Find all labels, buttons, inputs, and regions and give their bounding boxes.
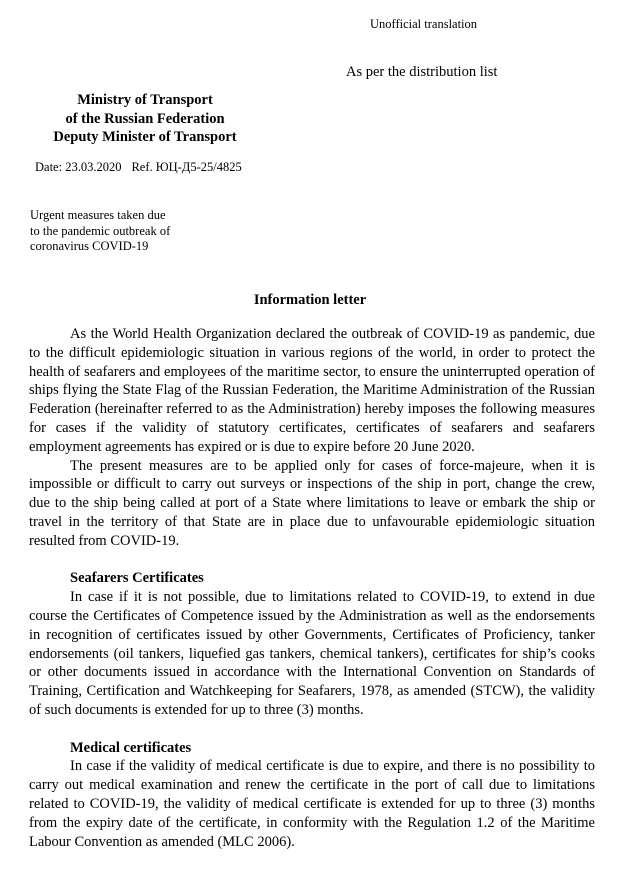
letter-title: Information letter: [253, 292, 367, 308]
sender-ministry: Ministry of Transport: [77, 92, 213, 108]
sender-block: [30, 91, 260, 147]
subject-block: [30, 208, 170, 255]
subject-line-1: Urgent measures taken due: [30, 208, 166, 222]
subject-line-3: coronavirus COVID-19: [30, 239, 149, 253]
sender-country: of the Russian Federation: [65, 110, 225, 127]
section-text-seafarers-certificates: In case if it is not possible, due to limitations related to COVID-19, to extend in due course the Certificates of Competence issued by the Administration as well as the endorsements in recognition of certificates issued by other Governments, Certificates of Proficiency, tanker endorsements (oil tankers, liquefied gas tankers, chemical tankers), certificates for ship’s cooks or other documents issued in accordance with the International Convention on Standards of Training, Certification and Watchkeeping for Seafarers, 1978, as amended (STCW), the validity of such documents is extended for up to three (3) months.: [29, 589, 595, 718]
paragraph-scope: The present measures are to be applied only for cases of force-majeure, when it is impossible or difficult to carry out surveys or inspections of the ship in port, change the crew, due to the ship being called at port of a State where limitations to leave or embark the ship or travel in the territory of that State are in place due to unfavourable epidemiologic situation resulted from COVID-19.: [29, 457, 595, 549]
letter-date: Date: 23.03.2020: [35, 160, 122, 174]
section-text-medical-certificates: In case if the validity of medical certificate is due to expire, and there is no possibility to carry out medical examination and renew the certificate in the port of call due to limitations related to COVID-19, the validity of medical certificate is extended for up to three (3) months from the expiry date of the certificate, in conformity with the Regulation 1.2 of the Maritime Labour Convention as amended (MLC 2006).: [29, 758, 595, 850]
reference-line: [35, 159, 242, 175]
paragraph-introduction: As the World Health Organization declared the outbreak of COVID-19 as pandemic, due to the difficult epidemiologic situation in various regions of the world, in order to protect the health of seafarers and employees of the maritime sector, to ensure the uninterrupted operation of ships flying the State Flag of the Russian Federation, the Maritime Administration of the Russian Federation (hereinafter referred to as the Administration) hereby imposes the following measures for cases if the validity of statutory certificates, certificates of seafarers and seafarers employment agreements has expired or is due to expire before 20 June 2020.: [29, 326, 595, 455]
subject-line-2: to the pandemic outbreak of: [30, 223, 171, 238]
letter-body: [29, 325, 595, 851]
section-heading-seafarers-certificates: Seafarers Certificates: [70, 570, 204, 587]
letter-reference: Ref. ЮЦ-Д5-25/4825: [131, 160, 242, 174]
section-heading-medical-certificates: Medical certificates: [70, 739, 192, 756]
sender-position: Deputy Minister of Transport: [53, 129, 237, 145]
translation-note: Unofficial translation: [370, 17, 478, 31]
distribution-line: As per the distribution list: [346, 64, 498, 80]
